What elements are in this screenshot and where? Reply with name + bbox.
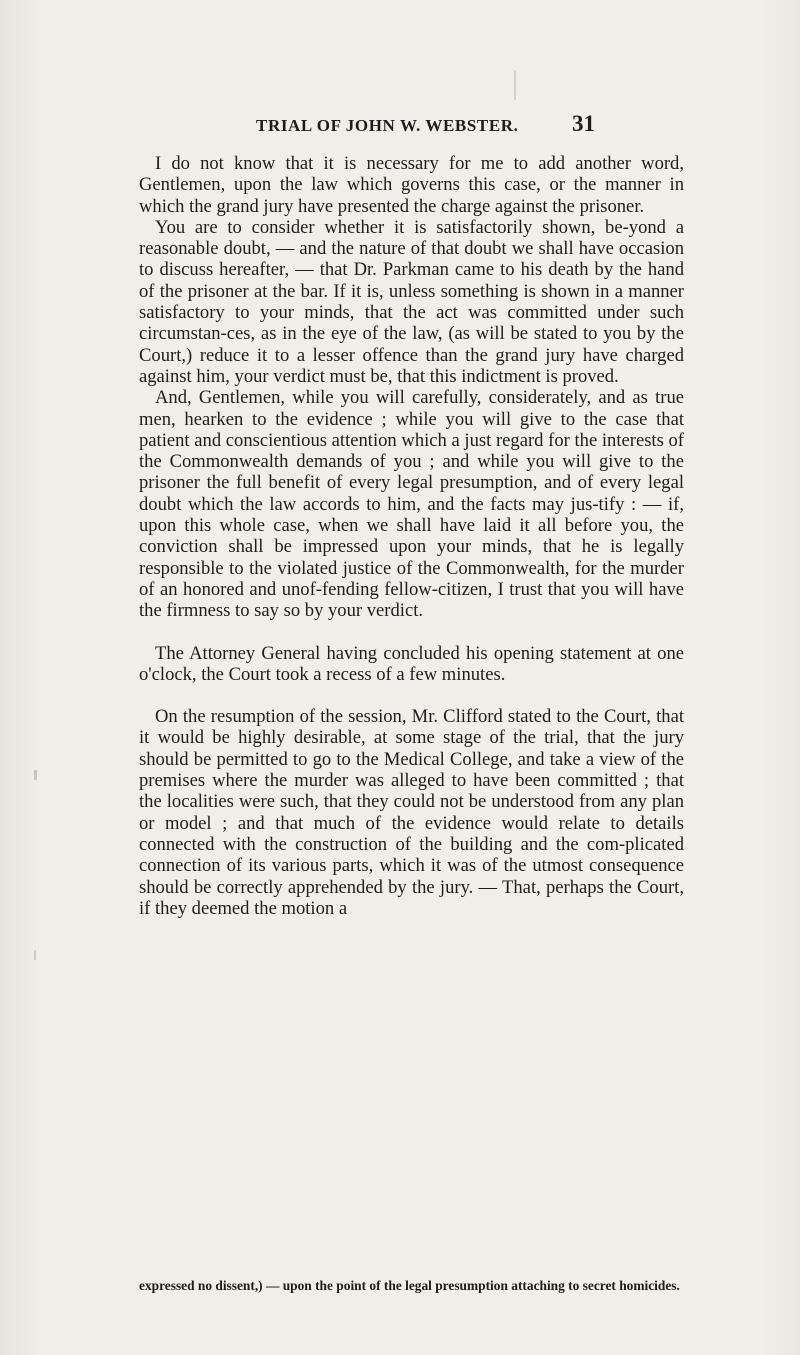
paragraph-resumption: On the resumption of the session, Mr. Clifford stated to the Court, that it would be highly desirable, at some stage of the trial, that the jury should be permitted to go to the Medical College, and take a view of the premises where the murder was alleged to have been committed ; that the localities were such, that they could not be understood from any plan or model ; and that much of the evidence would relate to details connected with the construction of the building and the com-plicated connection of its various parts, which it was of the utmost consequence should be correctly apprehended by the jury. — That, perhaps the Court, if they deemed the motion a <box>139 706 684 919</box>
paragraph-reasonable-doubt: You are to consider whether it is satisfactorily shown, be-yond a reasonable doubt, — and the nature of that doubt we shall have occasion to discuss hereafter, — that Dr. Parkman came to his death by the hand of the prisoner at the bar. If it is, unless something is shown in a manner satisfactory to your minds, that the act was committed under such circumstan-ces, as in the eye of the law, (as will be stated to you by the Court,) reduce it to a lesser offence than the grand jury have charged against him, your verdict must be, that this indictment is proved. <box>139 216 684 387</box>
scan-speck <box>34 950 36 960</box>
scan-speck <box>514 70 516 100</box>
page-number: 31 <box>572 111 595 136</box>
body-text <box>139 153 684 919</box>
paragraph-recess: The Attorney General having concluded his opening statement at one o'clock, the Court took a recess of a few minutes. <box>139 642 684 685</box>
paragraph-law: I do not know that it is necessary for me to add another word, Gentlemen, upon the law which governs this case, or the manner in which the grand jury have presented the charge against the prisoner. <box>139 153 684 217</box>
footnote: expressed no dissent,) — upon the point of the legal presumption attaching to secret homicides. <box>139 1278 680 1293</box>
scan-speck <box>34 770 37 780</box>
running-title: TRIAL OF JOHN W. WEBSTER. <box>256 116 519 135</box>
paragraph-firmness: And, Gentlemen, while you will carefully, considerately, and as true men, hearken to the evidence ; while you will give to the case that patient and conscientious attention which a just regard for the interests of the Commonwealth demands of you ; and while you will give to the prisoner the full benefit of every legal presumption, and of every legal doubt which the law accords to him, and the facts may jus-tify : — if, upon this whole case, when we shall have laid it all before you, the conviction shall be impressed upon your minds, that he is legally responsible to the violated justice of the Commonwealth, for the murder of an honored and unof-fending fellow-citizen, I trust that you will have the firmness to say so by your verdict. <box>139 387 684 622</box>
